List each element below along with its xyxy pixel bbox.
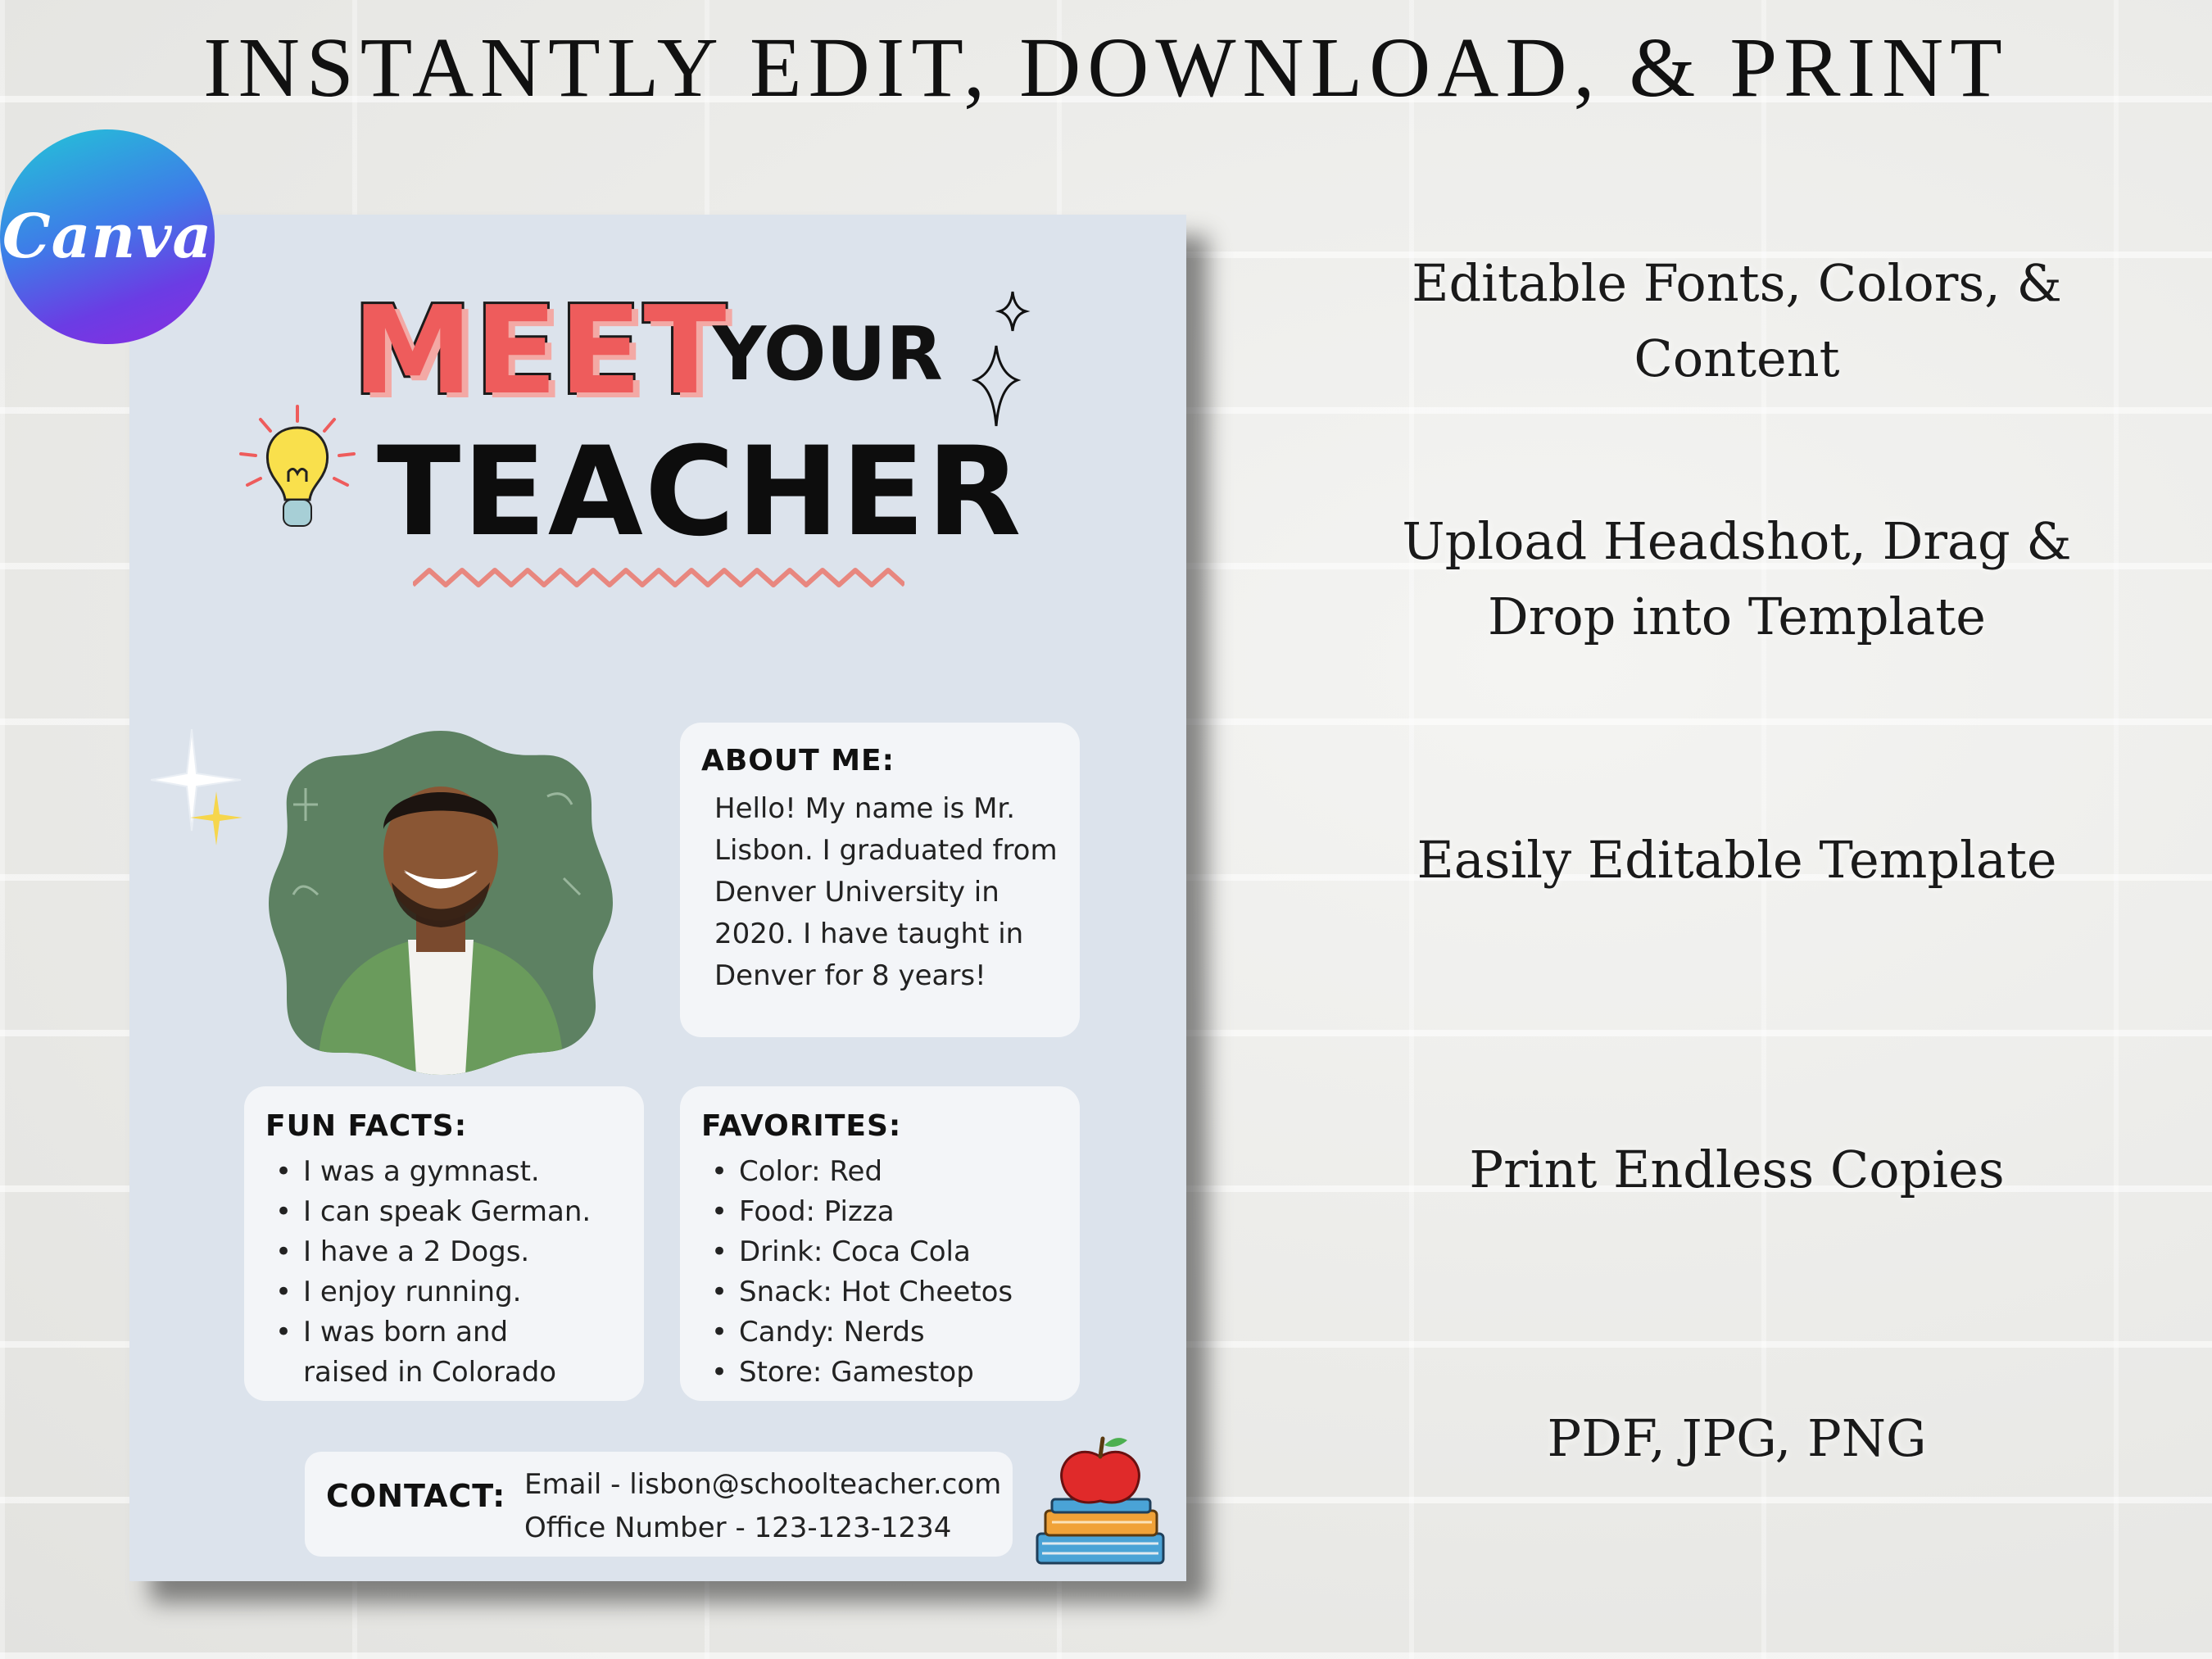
feature-line: Upload Headshot, Drag & <box>1402 511 2072 571</box>
about-me-text <box>714 788 1075 997</box>
title-your: YOUR <box>713 311 943 397</box>
fun-facts-card <box>244 1086 644 1401</box>
teacher-flyer <box>129 215 1186 1581</box>
about-line: Hello! My name is Mr. <box>714 792 1016 825</box>
list-item: • Color: Red <box>698 1152 1075 1192</box>
about-line: Lisbon. I graduated from <box>714 834 1058 867</box>
list-item: • Drink: Coca Cola <box>698 1232 1075 1272</box>
about-me-heading: ABOUT ME: <box>701 744 895 777</box>
feature-item <box>1286 823 2187 898</box>
lightbulb-icon <box>236 403 359 542</box>
page-headline: INSTANTLY EDIT, DOWNLOAD, & PRINT <box>203 20 2009 115</box>
feature-line: PDF, JPG, PNG <box>1547 1408 1927 1468</box>
list-item: • I have a 2 Dogs. <box>262 1232 639 1272</box>
title-teacher: TEACHER <box>377 421 1023 564</box>
list-item: • I was born and raised in Colorado <box>262 1312 598 1393</box>
about-line: Denver for 8 years! <box>714 959 986 992</box>
favorites-list <box>698 1152 1075 1393</box>
squiggle-underline <box>413 559 904 600</box>
feature-line: Drop into Template <box>1488 587 1986 646</box>
contact-card <box>305 1452 1013 1557</box>
list-item: • I was a gymnast. <box>262 1152 639 1192</box>
about-line: Denver University in <box>714 876 999 909</box>
feature-line: Content <box>1634 329 1840 388</box>
feature-line: Easily Editable Template <box>1416 830 2057 890</box>
about-line: 2020. I have taught in <box>714 918 1024 950</box>
list-item: • Food: Pizza <box>698 1192 1075 1232</box>
contact-email: Email - lisbon@schoolteacher.com <box>524 1468 1002 1501</box>
list-item: • I enjoy running. <box>262 1272 639 1312</box>
feature-line: Editable Fonts, Colors, & <box>1412 253 2062 313</box>
feature-item <box>1286 1401 2187 1476</box>
title-meet: MEET <box>352 280 728 421</box>
favorites-card <box>680 1086 1080 1401</box>
contact-heading: CONTACT: <box>326 1478 506 1514</box>
feature-item <box>1286 504 2187 655</box>
canva-logo-text: Canva <box>2 202 213 272</box>
list-item: • Snack: Hot Cheetos <box>698 1272 1075 1312</box>
apple-on-books-icon <box>1031 1427 1170 1575</box>
fun-facts-heading: FUN FACTS: <box>265 1109 468 1143</box>
list-item: • Candy: Nerds <box>698 1312 1075 1353</box>
star-sparkles-icon <box>151 729 257 868</box>
feature-item <box>1286 246 2187 397</box>
feature-line: Print Endless Copies <box>1469 1140 2005 1199</box>
sparkles-icon <box>972 288 1037 436</box>
about-me-card <box>680 723 1080 1037</box>
canva-logo-badge <box>0 129 215 344</box>
feature-item <box>1286 1132 2187 1208</box>
list-item: • Store: Gamestop <box>698 1353 1075 1393</box>
list-item: • I can speak German. <box>262 1192 639 1232</box>
contact-phone: Office Number - 123-123-1234 <box>524 1512 952 1544</box>
fun-facts-list <box>262 1152 639 1393</box>
teacher-headshot <box>269 731 613 1075</box>
favorites-heading: FAVORITES: <box>701 1109 902 1143</box>
